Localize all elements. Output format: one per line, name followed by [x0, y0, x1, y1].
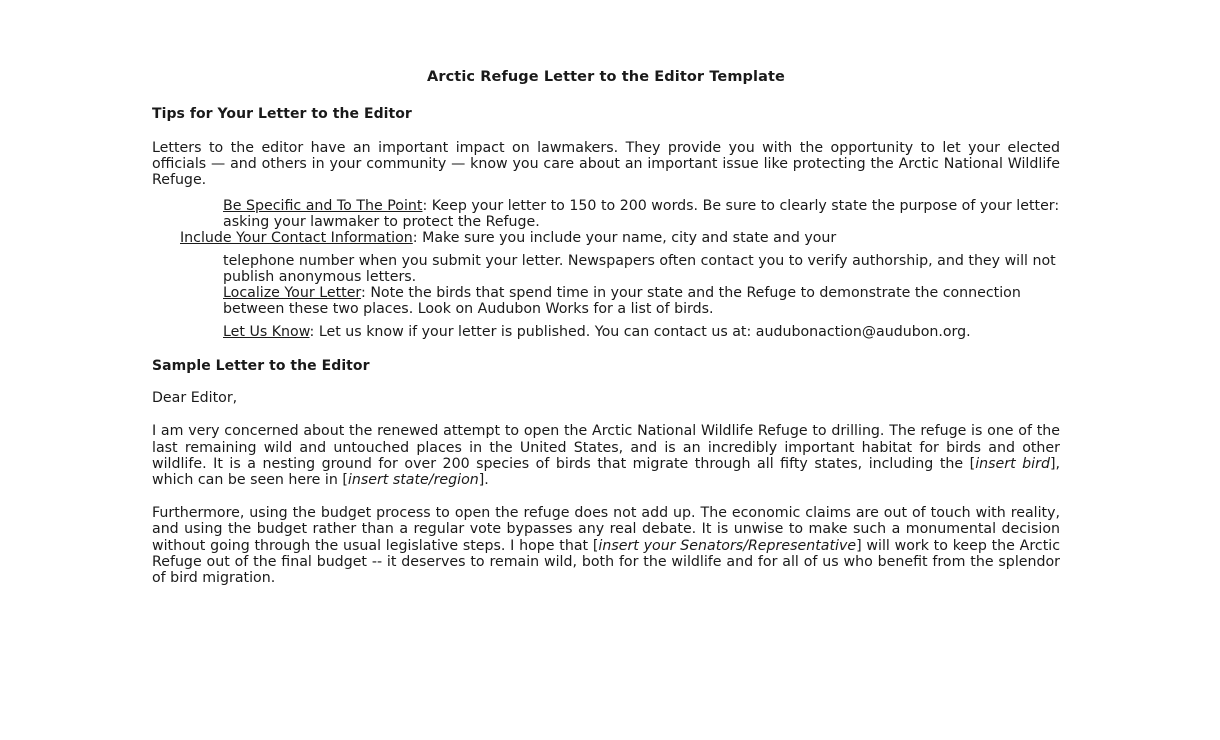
- letter-text: ].: [478, 472, 489, 489]
- tip-body: Let us know if your letter is published. You can contact us at: audubonaction@audubon.org.: [318, 323, 971, 340]
- tip-continuation: telephone number when you submit your letter. Newspapers often contact you to verify authorship, and they will not publish anonymous letters.: [223, 252, 1056, 285]
- tip-lead-in: Localize Your Letter: [223, 285, 362, 302]
- placeholder-insert-bird: insert bird: [975, 455, 1050, 472]
- letter-text: Furthermore, using the budget process to open the refuge does not add up. The economic claims are out of touch with reality, and using the budget rather than a regular vote bypasses any real debate. It is unwise to make such a monumental decision without going through the usual legislative steps. I hope that [: [152, 505, 1060, 554]
- tip-separator: :: [422, 197, 432, 214]
- tip-separator: :: [309, 323, 319, 340]
- spacer: [152, 488, 1060, 505]
- tip-item: [152, 230, 1060, 246]
- tips-section-heading: Tips for Your Letter to the Editor: [152, 105, 412, 122]
- spacer: [152, 123, 1060, 140]
- spacer: [152, 375, 1060, 390]
- spacer: [152, 189, 1060, 198]
- placeholder-insert-state-region: insert state/region: [347, 472, 479, 489]
- tip-item: [152, 198, 1060, 231]
- letter-text: ], which can be seen here in [: [152, 455, 1060, 489]
- tip-lead-in: Let Us Know: [223, 323, 310, 340]
- tip-item: [152, 324, 1060, 340]
- tip-lead-in: Include Your Contact Information: [180, 230, 413, 247]
- tip-body: Keep your letter to 150 to 200 words. Be sure to clearly state the purpose of your letter: asking your lawmaker to protect the Refuge.: [223, 197, 1060, 230]
- sample-letter-heading: Sample Letter to the Editor: [152, 358, 370, 375]
- tip-item: [152, 285, 1060, 318]
- placeholder-insert-senators: insert your Senators/Representative: [598, 537, 857, 554]
- intro-paragraph: Letters to the editor have an important impact on lawmakers. They provide you with the opportunity to let your elected officials — and others in your community — know you care about an important issue like protecting the Arctic National Wildlife Refuge.: [152, 140, 1060, 189]
- tip-separator: :: [361, 285, 371, 302]
- letter-text: I am very concerned about the renewed attempt to open the Arctic National Wildlife Refuge to drilling. The refuge is one of the last remaining wild and untouched places in the United States, and is an incredibly important habitat for birds and other wildlife. It is a nesting ground for over 200 species of birds that migrate through all fifty states, including the [: [152, 423, 1060, 472]
- tip-body: Make sure you include your name, city and state and your: [422, 230, 837, 247]
- letter-paragraph-2: [152, 505, 1060, 586]
- page-title: Arctic Refuge Letter to the Editor Template: [427, 69, 785, 85]
- tip-separator: :: [412, 230, 423, 247]
- letter-paragraph-1: [152, 423, 1060, 488]
- letter-text: ] will work to keep the Arctic Refuge out of the final budget -- it deserves to remain wild, both for the wildlife and for all of us who benefit from the splendor of bird migration.: [152, 537, 1060, 587]
- spacer: [152, 406, 1060, 423]
- tips-list: [152, 198, 1060, 340]
- document-body: [152, 68, 1060, 586]
- spacer: [152, 340, 1060, 357]
- tip-lead-in: Be Specific and To The Point: [223, 197, 423, 214]
- tip-body: Note the birds that spend time in your state and the Refuge to demonstrate the connection between these two places. Look on Audubon Works for a list of birds.: [223, 285, 1021, 318]
- letter-salutation: Dear Editor,: [152, 390, 238, 407]
